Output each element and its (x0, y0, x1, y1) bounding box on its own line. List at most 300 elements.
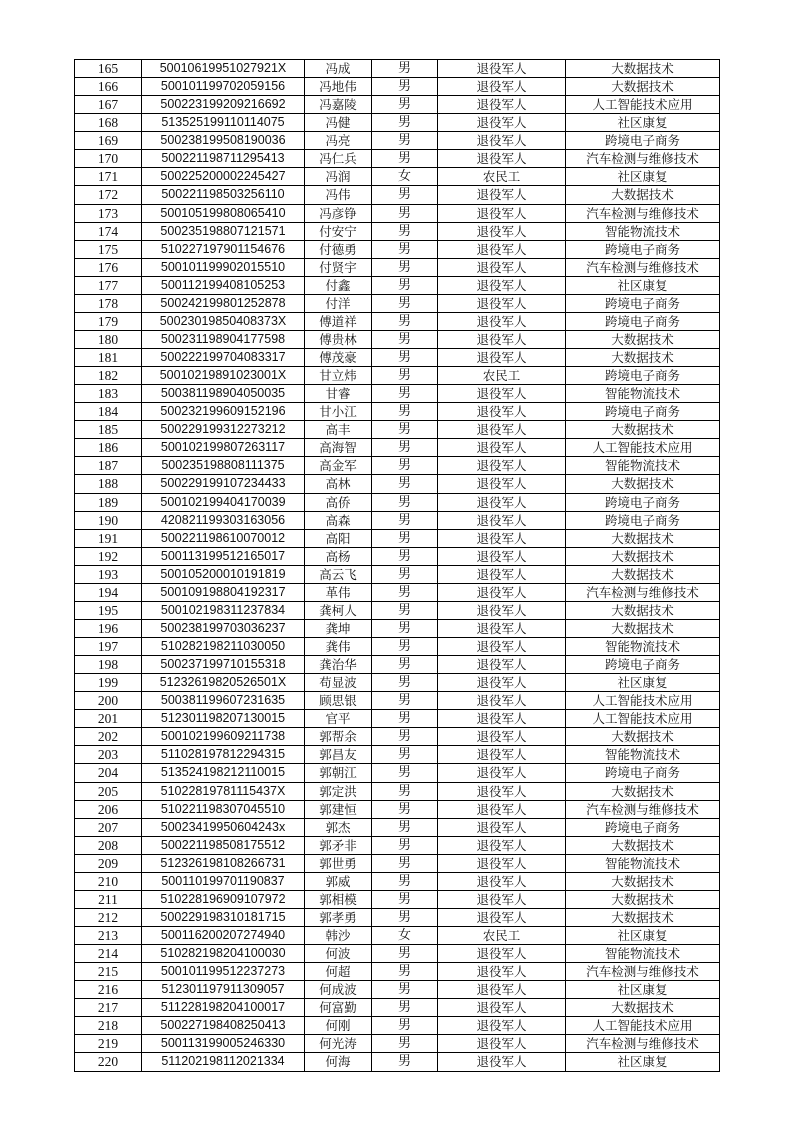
cell-category: 农民工 (438, 367, 566, 385)
cell-major: 智能物流技术 (566, 854, 720, 872)
cell-name: 付鑫 (305, 276, 372, 294)
table-row (75, 601, 720, 619)
table-row (75, 439, 720, 457)
cell-category: 退役军人 (438, 999, 566, 1017)
table-row (75, 403, 720, 421)
cell-name: 苟显波 (305, 674, 372, 692)
cell-name: 龚伟 (305, 638, 372, 656)
cell-category: 退役军人 (438, 132, 566, 150)
cell-name: 冯嘉陵 (305, 96, 372, 114)
cell-name: 革伟 (305, 583, 372, 601)
cell-id-number: 510227197901154676 (142, 240, 305, 258)
cell-serial-number: 180 (75, 330, 142, 348)
table-row (75, 981, 720, 999)
cell-category: 退役军人 (438, 1017, 566, 1035)
table-row (75, 836, 720, 854)
cell-id-number: 500229198310181715 (142, 908, 305, 926)
cell-name: 郭建恒 (305, 800, 372, 818)
cell-major: 大数据技术 (566, 619, 720, 637)
table-row (75, 854, 720, 872)
cell-category: 退役军人 (438, 240, 566, 258)
cell-gender: 男 (372, 710, 438, 728)
table-row (75, 511, 720, 529)
cell-category: 退役军人 (438, 782, 566, 800)
cell-id-number: 500235198807121571 (142, 222, 305, 240)
cell-major: 大数据技术 (566, 836, 720, 854)
cell-name: 高杨 (305, 547, 372, 565)
cell-gender: 男 (372, 132, 438, 150)
cell-major: 社区康复 (566, 276, 720, 294)
cell-serial-number: 181 (75, 349, 142, 367)
cell-major: 跨境电子商务 (566, 240, 720, 258)
cell-major: 大数据技术 (566, 565, 720, 583)
cell-serial-number: 187 (75, 457, 142, 475)
cell-id-number: 500101199702059156 (142, 78, 305, 96)
cell-category: 退役军人 (438, 204, 566, 222)
cell-category: 退役军人 (438, 114, 566, 132)
cell-major: 人工智能技术应用 (566, 692, 720, 710)
cell-category: 退役军人 (438, 511, 566, 529)
cell-name: 韩沙 (305, 927, 372, 945)
cell-gender: 男 (372, 782, 438, 800)
cell-category: 退役军人 (438, 1053, 566, 1071)
cell-id-number: 510221198307045510 (142, 800, 305, 818)
cell-serial-number: 202 (75, 728, 142, 746)
cell-gender: 男 (372, 836, 438, 854)
cell-major: 跨境电子商务 (566, 764, 720, 782)
cell-serial-number: 193 (75, 565, 142, 583)
cell-serial-number: 178 (75, 294, 142, 312)
cell-name: 冯仁兵 (305, 150, 372, 168)
cell-name: 甘小江 (305, 403, 372, 421)
cell-major: 跨境电子商务 (566, 493, 720, 511)
cell-id-number: 500102198311237834 (142, 601, 305, 619)
cell-id-number: 50023019850408373X (142, 312, 305, 330)
table-row (75, 475, 720, 493)
cell-gender: 男 (372, 1017, 438, 1035)
cell-id-number: 500223199209216692 (142, 96, 305, 114)
cell-category: 退役军人 (438, 457, 566, 475)
cell-gender: 男 (372, 367, 438, 385)
cell-name: 高森 (305, 511, 372, 529)
cell-id-number: 500113199512165017 (142, 547, 305, 565)
cell-category: 退役军人 (438, 60, 566, 78)
cell-name: 甘睿 (305, 385, 372, 403)
cell-serial-number: 200 (75, 692, 142, 710)
cell-id-number: 51022819781115437X (142, 782, 305, 800)
cell-major: 跨境电子商务 (566, 818, 720, 836)
cell-serial-number: 209 (75, 854, 142, 872)
cell-id-number: 500221198610070012 (142, 529, 305, 547)
cell-serial-number: 179 (75, 312, 142, 330)
cell-major: 社区康复 (566, 168, 720, 186)
cell-id-number: 500109198804192317 (142, 583, 305, 601)
cell-id-number: 500102199807263117 (142, 439, 305, 457)
cell-name: 何光涛 (305, 1035, 372, 1053)
cell-gender: 男 (372, 1053, 438, 1071)
cell-id-number: 500238199508190036 (142, 132, 305, 150)
cell-category: 退役军人 (438, 403, 566, 421)
table-row (75, 692, 720, 710)
cell-name: 高阳 (305, 529, 372, 547)
cell-name: 郭威 (305, 872, 372, 890)
cell-category: 退役军人 (438, 186, 566, 204)
cell-category: 退役军人 (438, 908, 566, 926)
cell-serial-number: 197 (75, 638, 142, 656)
cell-id-number: 500238199703036237 (142, 619, 305, 637)
cell-major: 人工智能技术应用 (566, 96, 720, 114)
cell-major: 跨境电子商务 (566, 656, 720, 674)
table-row (75, 999, 720, 1017)
cell-serial-number: 189 (75, 493, 142, 511)
cell-serial-number: 166 (75, 78, 142, 96)
cell-name: 付安宁 (305, 222, 372, 240)
cell-id-number: 513525199110114075 (142, 114, 305, 132)
cell-id-number: 500381199607231635 (142, 692, 305, 710)
cell-category: 退役军人 (438, 150, 566, 168)
cell-id-number: 500221198503256110 (142, 186, 305, 204)
cell-major: 大数据技术 (566, 782, 720, 800)
cell-major: 大数据技术 (566, 908, 720, 926)
roster-table-body (75, 60, 720, 1072)
cell-id-number: 50023419950604243x (142, 818, 305, 836)
table-row (75, 963, 720, 981)
table-row (75, 656, 720, 674)
cell-major: 大数据技术 (566, 475, 720, 493)
cell-category: 农民工 (438, 168, 566, 186)
cell-category: 退役军人 (438, 78, 566, 96)
table-row (75, 78, 720, 96)
cell-category: 退役军人 (438, 746, 566, 764)
cell-id-number: 500110199701190837 (142, 872, 305, 890)
cell-category: 退役军人 (438, 674, 566, 692)
cell-major: 跨境电子商务 (566, 312, 720, 330)
table-row (75, 872, 720, 890)
cell-category: 退役军人 (438, 529, 566, 547)
cell-gender: 男 (372, 240, 438, 258)
table-row (75, 619, 720, 637)
cell-major: 汽车检测与维修技术 (566, 1035, 720, 1053)
cell-serial-number: 195 (75, 601, 142, 619)
cell-serial-number: 211 (75, 890, 142, 908)
cell-category: 退役军人 (438, 601, 566, 619)
cell-serial-number: 171 (75, 168, 142, 186)
cell-id-number: 500229199107234433 (142, 475, 305, 493)
table-row (75, 565, 720, 583)
cell-gender: 男 (372, 565, 438, 583)
cell-category: 退役军人 (438, 854, 566, 872)
cell-gender: 男 (372, 114, 438, 132)
cell-category: 退役军人 (438, 222, 566, 240)
cell-name: 冯成 (305, 60, 372, 78)
cell-id-number: 500105199808065410 (142, 204, 305, 222)
cell-category: 退役军人 (438, 96, 566, 114)
cell-id-number: 510282198211030050 (142, 638, 305, 656)
cell-gender: 男 (372, 601, 438, 619)
cell-category: 退役军人 (438, 638, 566, 656)
table-row (75, 186, 720, 204)
cell-major: 大数据技术 (566, 728, 720, 746)
cell-id-number: 500105200010191819 (142, 565, 305, 583)
cell-gender: 男 (372, 96, 438, 114)
cell-gender: 男 (372, 78, 438, 96)
table-row (75, 493, 720, 511)
cell-gender: 男 (372, 1035, 438, 1053)
cell-major: 大数据技术 (566, 529, 720, 547)
cell-serial-number: 174 (75, 222, 142, 240)
cell-name: 付贤宇 (305, 258, 372, 276)
cell-gender: 男 (372, 872, 438, 890)
cell-serial-number: 169 (75, 132, 142, 150)
cell-category: 退役军人 (438, 439, 566, 457)
cell-name: 付洋 (305, 294, 372, 312)
cell-major: 跨境电子商务 (566, 294, 720, 312)
cell-gender: 男 (372, 547, 438, 565)
cell-name: 郭杰 (305, 818, 372, 836)
table-row (75, 240, 720, 258)
cell-serial-number: 212 (75, 908, 142, 926)
table-row (75, 1017, 720, 1035)
cell-id-number: 500112199408105253 (142, 276, 305, 294)
cell-id-number: 500231198904177598 (142, 330, 305, 348)
cell-gender: 男 (372, 312, 438, 330)
cell-gender: 男 (372, 854, 438, 872)
cell-gender: 男 (372, 619, 438, 637)
table-row (75, 1035, 720, 1053)
cell-name: 何富勤 (305, 999, 372, 1017)
cell-id-number: 510228196909107972 (142, 890, 305, 908)
cell-serial-number: 218 (75, 1017, 142, 1035)
cell-id-number: 500101199902015510 (142, 258, 305, 276)
table-row (75, 1053, 720, 1071)
table-row (75, 529, 720, 547)
cell-serial-number: 220 (75, 1053, 142, 1071)
cell-name: 何刚 (305, 1017, 372, 1035)
table-row (75, 150, 720, 168)
cell-name: 高海智 (305, 439, 372, 457)
cell-id-number: 500222199704083317 (142, 349, 305, 367)
cell-category: 退役军人 (438, 692, 566, 710)
cell-serial-number: 213 (75, 927, 142, 945)
cell-category: 退役军人 (438, 981, 566, 999)
cell-category: 退役军人 (438, 565, 566, 583)
cell-major: 大数据技术 (566, 186, 720, 204)
cell-serial-number: 204 (75, 764, 142, 782)
cell-serial-number: 216 (75, 981, 142, 999)
table-row (75, 908, 720, 926)
cell-major: 社区康复 (566, 1053, 720, 1071)
cell-id-number: 500227198408250413 (142, 1017, 305, 1035)
cell-name: 龚坤 (305, 619, 372, 637)
cell-name: 郭定洪 (305, 782, 372, 800)
table-row (75, 710, 720, 728)
cell-gender: 男 (372, 800, 438, 818)
cell-name: 郭孝勇 (305, 908, 372, 926)
cell-major: 跨境电子商务 (566, 367, 720, 385)
cell-category: 退役军人 (438, 836, 566, 854)
cell-gender: 男 (372, 439, 438, 457)
cell-gender: 男 (372, 583, 438, 601)
cell-id-number: 500232199609152196 (142, 403, 305, 421)
cell-gender: 男 (372, 656, 438, 674)
cell-category: 农民工 (438, 927, 566, 945)
cell-id-number: 511028197812294315 (142, 746, 305, 764)
cell-gender: 男 (372, 385, 438, 403)
cell-major: 智能物流技术 (566, 385, 720, 403)
cell-category: 退役军人 (438, 385, 566, 403)
table-row (75, 204, 720, 222)
cell-id-number: 500113199005246330 (142, 1035, 305, 1053)
table-row (75, 818, 720, 836)
cell-major: 大数据技术 (566, 421, 720, 439)
cell-gender: 男 (372, 674, 438, 692)
cell-id-number: 500235198808111375 (142, 457, 305, 475)
table-row (75, 746, 720, 764)
cell-id-number: 500221198711295413 (142, 150, 305, 168)
cell-major: 汽车检测与维修技术 (566, 150, 720, 168)
cell-gender: 男 (372, 493, 438, 511)
cell-name: 冯地伟 (305, 78, 372, 96)
cell-major: 汽车检测与维修技术 (566, 583, 720, 601)
cell-category: 退役军人 (438, 258, 566, 276)
cell-gender: 女 (372, 168, 438, 186)
cell-name: 高金军 (305, 457, 372, 475)
cell-id-number: 513524198212110015 (142, 764, 305, 782)
cell-name: 官平 (305, 710, 372, 728)
cell-serial-number: 184 (75, 403, 142, 421)
cell-name: 何超 (305, 963, 372, 981)
cell-name: 冯伟 (305, 186, 372, 204)
cell-gender: 男 (372, 746, 438, 764)
cell-major: 大数据技术 (566, 872, 720, 890)
cell-category: 退役军人 (438, 656, 566, 674)
cell-id-number: 511202198112021334 (142, 1053, 305, 1071)
cell-major: 大数据技术 (566, 999, 720, 1017)
cell-major: 汽车检测与维修技术 (566, 258, 720, 276)
cell-major: 智能物流技术 (566, 945, 720, 963)
cell-name: 龚治华 (305, 656, 372, 674)
cell-serial-number: 196 (75, 619, 142, 637)
cell-name: 高云飞 (305, 565, 372, 583)
cell-serial-number: 205 (75, 782, 142, 800)
cell-major: 人工智能技术应用 (566, 710, 720, 728)
cell-category: 退役军人 (438, 764, 566, 782)
cell-major: 人工智能技术应用 (566, 1017, 720, 1035)
cell-gender: 男 (372, 276, 438, 294)
cell-major: 大数据技术 (566, 330, 720, 348)
cell-serial-number: 167 (75, 96, 142, 114)
cell-major: 大数据技术 (566, 890, 720, 908)
cell-category: 退役军人 (438, 475, 566, 493)
cell-id-number: 500242199801252878 (142, 294, 305, 312)
cell-major: 智能物流技术 (566, 746, 720, 764)
cell-name: 傅贵林 (305, 330, 372, 348)
table-row (75, 927, 720, 945)
table-row (75, 457, 720, 475)
cell-gender: 男 (372, 330, 438, 348)
cell-category: 退役军人 (438, 728, 566, 746)
table-row (75, 132, 720, 150)
table-row (75, 890, 720, 908)
table-row (75, 800, 720, 818)
cell-major: 汽车检测与维修技术 (566, 800, 720, 818)
cell-major: 智能物流技术 (566, 222, 720, 240)
cell-serial-number: 188 (75, 475, 142, 493)
cell-name: 郭朝江 (305, 764, 372, 782)
cell-name: 龚柯人 (305, 601, 372, 619)
cell-category: 退役军人 (438, 583, 566, 601)
cell-category: 退役军人 (438, 818, 566, 836)
cell-name: 顾思银 (305, 692, 372, 710)
cell-id-number: 50010219891023001X (142, 367, 305, 385)
cell-id-number: 500225200002245427 (142, 168, 305, 186)
cell-serial-number: 215 (75, 963, 142, 981)
cell-gender: 男 (372, 258, 438, 276)
cell-gender: 男 (372, 150, 438, 168)
table-row (75, 330, 720, 348)
table-row (75, 945, 720, 963)
table-row (75, 60, 720, 78)
cell-name: 冯彦铮 (305, 204, 372, 222)
cell-serial-number: 217 (75, 999, 142, 1017)
cell-gender: 男 (372, 475, 438, 493)
cell-major: 社区康复 (566, 114, 720, 132)
cell-name: 郭矛非 (305, 836, 372, 854)
table-row (75, 583, 720, 601)
cell-name: 冯亮 (305, 132, 372, 150)
cell-serial-number: 206 (75, 800, 142, 818)
cell-category: 退役军人 (438, 963, 566, 981)
cell-major: 社区康复 (566, 927, 720, 945)
table-row (75, 764, 720, 782)
cell-major: 跨境电子商务 (566, 132, 720, 150)
cell-serial-number: 173 (75, 204, 142, 222)
cell-serial-number: 172 (75, 186, 142, 204)
cell-name: 郭相模 (305, 890, 372, 908)
cell-name: 何海 (305, 1053, 372, 1071)
table-row (75, 312, 720, 330)
cell-serial-number: 194 (75, 583, 142, 601)
cell-serial-number: 165 (75, 60, 142, 78)
cell-name: 何成波 (305, 981, 372, 999)
cell-id-number: 420821199303163056 (142, 511, 305, 529)
cell-id-number: 512301198207130015 (142, 710, 305, 728)
cell-id-number: 500221198508175512 (142, 836, 305, 854)
cell-name: 傅道祥 (305, 312, 372, 330)
cell-serial-number: 168 (75, 114, 142, 132)
cell-gender: 男 (372, 60, 438, 78)
cell-gender: 男 (372, 349, 438, 367)
cell-serial-number: 199 (75, 674, 142, 692)
cell-major: 社区康复 (566, 674, 720, 692)
cell-gender: 男 (372, 186, 438, 204)
cell-serial-number: 186 (75, 439, 142, 457)
table-row (75, 349, 720, 367)
cell-id-number: 51232619820526501X (142, 674, 305, 692)
roster-table (74, 59, 720, 1072)
cell-serial-number: 219 (75, 1035, 142, 1053)
table-row (75, 276, 720, 294)
cell-id-number: 500101199512237273 (142, 963, 305, 981)
cell-category: 退役军人 (438, 294, 566, 312)
cell-gender: 男 (372, 638, 438, 656)
cell-serial-number: 203 (75, 746, 142, 764)
cell-gender: 男 (372, 764, 438, 782)
cell-serial-number: 177 (75, 276, 142, 294)
cell-serial-number: 198 (75, 656, 142, 674)
cell-major: 大数据技术 (566, 601, 720, 619)
cell-category: 退役军人 (438, 276, 566, 294)
